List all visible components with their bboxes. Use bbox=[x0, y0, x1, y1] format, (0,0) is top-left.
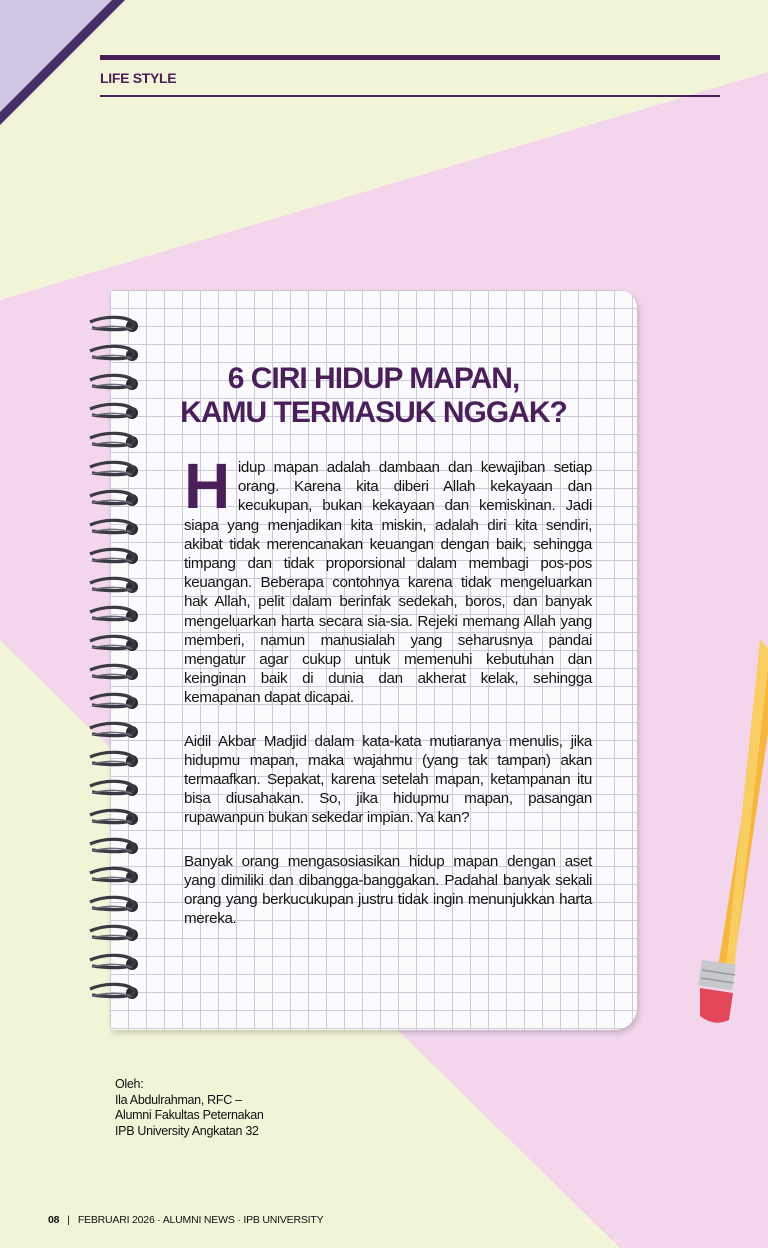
spiral-ring-icon bbox=[90, 694, 138, 709]
spiral-ring-icon bbox=[90, 955, 138, 970]
spiral-ring-icon bbox=[90, 868, 138, 883]
spiral-ring-icon bbox=[90, 607, 138, 622]
spiral-ring-icon bbox=[90, 984, 138, 999]
spiral-ring-icon bbox=[90, 433, 138, 448]
section-label: LIFE STYLE bbox=[100, 70, 177, 86]
spiral-ring-icon bbox=[90, 578, 138, 593]
page-footer bbox=[48, 1214, 323, 1226]
author-line-4: IPB University Angkatan 32 bbox=[115, 1123, 259, 1138]
spiral-ring-icon bbox=[90, 723, 138, 738]
author-line-3: Alumni Fakultas Peternakan bbox=[115, 1108, 264, 1122]
header-rule-top bbox=[100, 55, 720, 60]
spiral-ring-icon bbox=[90, 346, 138, 361]
spiral-ring-icon bbox=[90, 781, 138, 796]
title-line-1: 6 CIRI HIDUP MAPAN, bbox=[227, 362, 520, 395]
paragraph-1-text: idup mapan adalah dambaan dan kewajiban setiap orang. Karena kita diberi Allah kekayaan dan kecukupan, bukan kekayaan dan kemiskinan. Jadi siapa yang menjadikan kita miskin, adalah diri kita sendiri, akibat tidak merencanakan keuangan dengan baik, sehingga timpang dan tidak proporsional dalam membagi pos-pos keuangan. Beberapa contohnya karena tidak mengeluarkan hak Allah, pelit dalam berinfak sedekah, boros, dan banyak mengeluarkan harta secara sia-sia. Rejeki memang Allah yang memberi, namun manusialah yang seharusnya pandai mengatur agar cukup untuk memenuhi kebutuhan dan keinginan baik di dunia dan akherat kelak, sehingga kemapanan dapat dicapai. bbox=[184, 459, 592, 707]
spiral-ring-icon bbox=[90, 317, 138, 332]
paragraph-3: Banyak orang mengasosiasikan hidup mapan dengan aset yang dimiliki dan dibangga-banggakan. Padahal banyak sekali orang yang berkucukupan justru tidak ingin menunjukkan harta mereka. bbox=[184, 852, 592, 928]
author-credit bbox=[115, 1077, 264, 1139]
footer-text: FEBRUARI 2026 · ALUMNI NEWS · IPB UNIVERSITY bbox=[77, 1214, 324, 1226]
spiral-ring-icon bbox=[90, 549, 138, 564]
spiral-ring-icon bbox=[90, 665, 138, 680]
spiral-ring-icon bbox=[90, 462, 138, 477]
header-rule-bottom bbox=[100, 95, 720, 97]
spiral-ring-icon bbox=[90, 520, 138, 535]
paragraph-1 bbox=[184, 450, 592, 708]
title-line-2: KAMU TERMASUK NGGAK? bbox=[180, 396, 567, 429]
spiral-ring-icon bbox=[90, 810, 138, 825]
article-body bbox=[184, 450, 592, 952]
spiral-ring-icon bbox=[90, 636, 138, 651]
paragraph-2: Aidil Akbar Madjid dalam kata-kata mutiaranya menulis, jika hidupmu mapan, maka wajahmu (yang tak tampan) akan termaafkan. Sepakat, karena setelah mapan, ketampanan itu bisa diusahakan. So, jika hidupmu mapan, pasangan rupawanpun bukan sekedar impian. Ya kan? bbox=[184, 732, 592, 827]
footer-divider: | bbox=[67, 1214, 70, 1226]
drop-cap: H bbox=[184, 450, 230, 522]
author-line-1: Oleh: bbox=[115, 1077, 144, 1091]
spiral-ring-icon bbox=[90, 926, 138, 941]
author-line-2: Ila Abdulrahman, RFC – bbox=[115, 1092, 242, 1107]
spiral-ring-icon bbox=[90, 839, 138, 854]
spiral-ring-icon bbox=[90, 752, 138, 767]
article-title bbox=[110, 362, 637, 430]
spiral-ring-icon bbox=[90, 897, 138, 912]
spiral-ring-icon bbox=[90, 491, 138, 506]
page-number: 08 bbox=[48, 1214, 60, 1226]
